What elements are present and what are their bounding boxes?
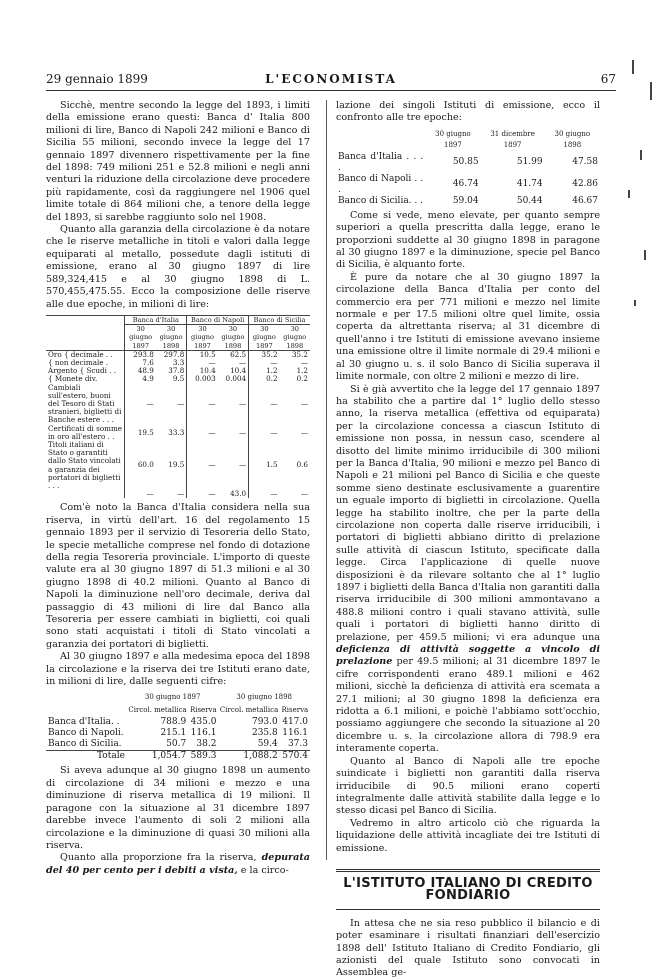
text-run: Quanto alla proporzione fra la riserva, (60, 852, 257, 864)
table-cell: — (300, 398, 308, 408)
table-cell: — (249, 359, 280, 367)
table-cell: 293.8 (125, 350, 156, 359)
row-label: Cambiali sull'estero, buoni del Tesoro di Stati stranieri, biglietti di Banche estere . . . (48, 382, 122, 425)
table-cell: 50.7 (166, 739, 187, 750)
paragraph: È pure da notare che al 30 giugno 1897 la circolazione della Banca d'Italia per conto del commercio era per 771 milioni e mezzo nel limite normale e per 17.5 milioni oltre quel limite, ossia coperta da altrettanta riserva; al 31 dicembre di quell'anno i tre Istituti di emissione avevano insieme una emissione oltre il limite normale di 29.4 milioni e al 30 giugno u. s. il solo Banco di Sicilia superava il limite normale, con oltre 2 milioni e mezzo di lire. (336, 271, 600, 383)
table-cell: 42.86 (572, 179, 598, 190)
heading-rule (336, 869, 600, 872)
table-cell: 116.1 (282, 728, 308, 739)
table-cell: — (238, 398, 247, 408)
table-cell: 589.3 (188, 751, 218, 763)
article-heading-block (336, 869, 600, 910)
table-cell: — (249, 384, 280, 425)
table-cell: 37.8 (168, 366, 185, 376)
table-cell: — (238, 427, 247, 437)
row-label: Certificati di somme in oro all'estero . . (48, 423, 123, 441)
table-cell: — (125, 384, 156, 425)
ratio-table-body (336, 152, 600, 207)
table-col-header: 30 giugno 1897 (435, 129, 471, 149)
table-cell: — (177, 398, 185, 408)
emphasis-text: deficienza di attività soggette a vincolo di prelazione (336, 644, 600, 668)
table-group-header: Banca d'Italia (125, 315, 187, 324)
table-cell: 116.1 (190, 728, 217, 739)
table-cell: 46.74 (452, 179, 479, 190)
row-label: Banco di Sicilia. (48, 739, 122, 750)
table-year-header: 30 giugno 1897 (144, 693, 201, 702)
table-row (46, 384, 310, 425)
table-cell: 235.8 (251, 728, 278, 739)
paragraph: In attesa che ne sia reso pubblico il bilancio e di poter esaminare i risultati finanziari dell'esercizio 1898 dell' Istituto Italiano di Credito Fondiario, gli azionisti del quale Istituto sono convocati in Assemblea ge- (336, 917, 600, 979)
reserve-ratio-table (336, 128, 600, 207)
table-row (46, 717, 310, 728)
table-col-header: Riserva (189, 706, 217, 715)
table-subheader: 30 giugno 1897 (125, 325, 156, 351)
table-cell: 48.9 (125, 367, 156, 375)
reserves-composition-table (46, 315, 310, 498)
paragraph: Quanto alla garanzia della circolazione è da notare che le riserve metalliche in titoli e valori dalla legge equiparati al metallo, possedute dagli istituti di emissione, erano al 30 giugno 1897 di lire 589,324,415 e al 30 giugno 1898 di L. 570,455,475.55. Ecco la composizione delle riserve alle due epoche, in milioni di lire: (46, 224, 310, 310)
paragraph: Vedremo in altro articolo ciò che riguarda la liquidazione delle attività incagliate dei tre Istituti di emissione. (336, 817, 600, 854)
table-cell: — (177, 489, 185, 499)
table-subheader: 30 giugno 1897 (249, 325, 280, 351)
scan-mark (640, 150, 642, 160)
reserves-table-body (46, 350, 310, 498)
paragraph: Si aveva adunque al 30 giugno 1898 un aumento di circolazione di 34 milioni e mezzo e una diminuzione di riserva metallica di 19 milioni. Il paragone con la situazione al 31 dicembre 1897 darebbe invece l'aumento di soli 2 milioni alla circolazione e la diminuzione di quasi 30 milioni alla riserva. (46, 765, 310, 851)
row-label: Banco di Sicilia. . . (338, 195, 423, 206)
paragraph: Quanto al Banco di Napoli alle tre epoche suindicate i biglietti non garantiti dalla riserva irriducibile di 90.5 milioni erano coperti integralmente dalle attività stabilite dalla legge e lo stesso dicasi pel Banco di Sicilia. (336, 755, 600, 817)
paragraph: Com'è noto la Banca d'Italia considera nella sua riserva, in virtù dell'art. 16 del regolamento 15 gennaio 1893 per il servizio di Tesoreria dello Stato, le specie metalliche comprese nel fondo di dotazione della regia Tesoreria provinciale. L'importo di queste valute era al 30 giugno 1897 di 51.3 milioni e al 30 giugno 1898 di 40.2 milioni. Quanto al Banco di Napoli la diminuzione nell'oro decimale, deriva dal passaggio di 43 milioni di lire dal Banco alla Tesoreria per essere cambiati in biglietti, coi quali sono stati acquistati i titoli di Stato vincolati a garanzia dei portatori di biglietti. (46, 502, 310, 650)
header-rule (46, 90, 616, 91)
table-cell: 1,054.7 (127, 751, 188, 763)
table-cell: 50.85 (452, 157, 479, 168)
header-journal-title: L'ECONOMISTA (265, 72, 397, 86)
table-row (46, 490, 310, 498)
table-cell: 10.4 (187, 367, 218, 375)
column-divider (326, 100, 327, 860)
row-label: Banco di Napoli . . . (338, 173, 424, 195)
table-subheader: 30 giugno 1898 (280, 325, 310, 351)
table-cell: 10.5 (187, 350, 218, 359)
table-cell: 19.5 (168, 460, 185, 470)
text-run: e la circo- (240, 864, 289, 876)
heading-rule (336, 909, 600, 910)
table-cell: 435.0 (190, 717, 217, 728)
table-cell: — (300, 357, 308, 367)
table-cell: 33.3 (168, 427, 185, 437)
page (46, 72, 616, 979)
table-cell: 7.6 (125, 359, 156, 367)
circulation-table-body (46, 717, 310, 751)
table-subheader: 30 giugno 1898 (156, 325, 187, 351)
page-header (46, 72, 616, 88)
table-cell: — (249, 490, 280, 498)
table-cell: — (300, 427, 308, 437)
row-label: Oro { decimale . . (48, 349, 113, 359)
table-col-header: Circol. metallica (128, 706, 187, 715)
paragraph: Come si vede, meno elevate, per quanto sempre superiori a quella prescritta dalla legge, erano le proporzioni suddette al 30 giugno 1898 in paragone al 30 giugno 1897 e la diminuzione, specie pel Banco di Sicilia, è alquanto forte. (336, 209, 600, 271)
table-row (46, 375, 310, 383)
table-cell: — (125, 490, 156, 498)
table-cell: 51.99 (516, 157, 543, 168)
row-label: Banca d'Italia. . (48, 717, 120, 728)
table-total-row (46, 751, 310, 763)
table-cell: 1.2 (249, 367, 280, 375)
table-cell: 9.5 (172, 374, 185, 384)
table-cell: 570.4 (280, 751, 310, 763)
table-cell: 4.9 (125, 375, 156, 383)
margin-scan-marks (620, 0, 663, 900)
table-subheader: 30 giugno 1898 (218, 325, 249, 351)
table-col-header: Riserva (281, 706, 309, 715)
table-cell: 43.0 (230, 489, 247, 499)
table-cell: — (187, 490, 218, 498)
table-cell: 297.8 (163, 349, 185, 359)
right-column (336, 100, 600, 980)
table-col-header: Circol. metallica (219, 706, 279, 715)
table-cell: 793.0 (251, 717, 278, 728)
article-heading: L'ISTITUTO ITALIANO DI CREDITO FONDIARIO (343, 875, 593, 904)
table-year-header: 30 giugno 1898 (236, 693, 293, 702)
header-page-number: 67 (600, 72, 616, 86)
table-cell: 46.67 (572, 195, 598, 206)
scan-mark (628, 190, 630, 198)
table-cell: — (187, 441, 218, 490)
table-cell: 3.3 (172, 357, 185, 367)
table-cell: 0.6 (296, 460, 308, 470)
paragraph (46, 852, 310, 877)
paragraph (336, 384, 600, 756)
table-cell: — (238, 357, 247, 367)
row-label: Banco di Napoli. (48, 728, 124, 739)
table-cell: 0.2 (296, 374, 308, 384)
table-cell: 60.0 (125, 441, 156, 490)
table-row (46, 739, 310, 751)
table-cell: 417.0 (282, 717, 308, 728)
table-corner (46, 315, 125, 350)
table-cell: — (249, 425, 280, 441)
paragraph: lazione dei singoli Istituti di emissione, ecco il confronto alle tre epoche: (336, 100, 600, 124)
total-label: Totale (46, 751, 127, 763)
circulation-reserve-table (46, 691, 310, 762)
table-corner (46, 704, 127, 717)
table-row (46, 441, 310, 490)
left-column (46, 100, 310, 877)
table-cell: — (300, 489, 308, 499)
table-cell: 1,088.2 (218, 751, 279, 763)
table-row (336, 152, 600, 174)
scan-mark (644, 250, 646, 260)
table-cell: 1.2 (296, 366, 308, 376)
table-cell: 47.58 (572, 157, 598, 168)
table-row (46, 425, 310, 441)
emphasis-text: depurata del 40 per cento per i debiti a vista, (46, 852, 310, 876)
row-label (46, 490, 125, 498)
row-label: { non decimale . (48, 357, 109, 367)
table-cell: 59.04 (452, 195, 479, 206)
table-cell: 0.003 (187, 375, 218, 383)
text-run: per 49.5 milioni; al 31 dicembre 1897 le cifre corrispondenti erano 489.1 milioni e 462 milioni, sicchè la deficienza di attività era scemata a 27.1 milioni; al 30 giugno 1898 la deficienza era ridotta a 6.1 milioni, e poichè l'abbiamo sott'occhio, possiamo aggiungere che secondo la situazione al 20 dicembre u. s. la circolazione allora di 798.9 era interamente coperta. (336, 656, 600, 755)
table-cell: — (187, 425, 218, 441)
table-cell: 35.2 (291, 349, 308, 359)
table-row (336, 196, 600, 207)
table-group-header: Banco di Sicilia (249, 315, 310, 324)
table-cell: 38.2 (196, 739, 217, 750)
table-corner (336, 128, 425, 152)
table-col-header: 31 dicembre 1897 (490, 129, 535, 149)
table-cell: 37.3 (287, 739, 308, 750)
table-subheader: 30 giugno 1897 (187, 325, 218, 351)
paragraph: Sicchè, mentre secondo la legge del 1893, i limiti della emissione erano questi: Banca d' Italia 800 milioni di lire, Banco di Napoli 242 milioni e Banco di Sicilia 55 milioni, secondo invece la legge del 17 gennaio 1897 divennero rispettivamente per la fine del 1898: 749 milioni 251 e 52.8 milioni e negli anni venturi la riduzione della circolazione deve procedere più rapidamente, così da raggiungere nel 1906 quel limite totale di 864 milioni che, a tenore della legge del 1893, si sarebbe raggiunto solo nel 1908. (46, 100, 310, 223)
table-corner (46, 691, 127, 704)
table-cell: — (187, 384, 218, 425)
table-cell: 0.004 (225, 374, 247, 384)
table-cell: 1.5 (249, 441, 280, 490)
table-cell: — (238, 460, 247, 470)
row-label: Titoli italiani di Stato o garantiti dallo Stato vincolati a garanzia dei portatori di biglietti . . . (48, 439, 121, 490)
table-cell: 0.2 (249, 375, 280, 383)
table-cell: — (187, 359, 218, 367)
table-cell: 10.4 (230, 366, 247, 376)
table-col-header: 30 giugno 1898 (554, 129, 591, 149)
table-cell: 62.5 (230, 349, 247, 359)
table-cell: 788.9 (160, 717, 187, 728)
table-cell: 50.44 (516, 195, 543, 206)
text-run: Si è già avvertito che la legge del 17 gennaio 1897 ha stabilito che a partire dal 1° luglio dello stesso anno, la riserva metallica (effettiva od equiparata) per la circolazione concessa a ciascun Istituto di emissione non possa, in nessun caso, scendere al disotto del limite minimo irriducibile di 300 milioni per la Banca d'Italia, 90 milioni e mezzo pel Banco di Napoli e 21 milioni pel Banco di Sicilia e che queste somme sieno destinate esclusivamente a guarentire un eguale importo di biglietti in circolazione. Quella legge ha stabilito inoltre, che per la parte della circolazione non coperta dalle riserve irriducibili, i portatori di biglietti abbiano diritto di prelazione sulle attività di ciascun Istituto, specificate dalla legge. Circa l'applicazione di quelle nuove disposizioni è da rilevare soltanto che al 1° luglio 1897 i biglietti della Banca d'Italia non garantiti dalla riserva irriducibile di 300 milioni ammontavano a 488.8 milioni contro i quali stavano attività, sulle quali i portatori di biglietti hanno diritto di prelazione, per 459.5 milioni; vi era adunque una (336, 383, 600, 643)
row-label: Argento { Scudi . . (48, 366, 117, 376)
paragraph: Al 30 giugno 1897 e alla medesima epoca del 1898 la circolazione e la riserva dei tre Istituti erano date, in milioni di lire, dalle seguenti cifre: (46, 651, 310, 688)
table-cell: 41.74 (516, 179, 543, 190)
scan-mark (632, 60, 634, 74)
table-row (336, 174, 600, 196)
table-cell: 215.1 (160, 728, 187, 739)
table-cell: 35.2 (249, 350, 280, 359)
table-row (46, 728, 310, 739)
table-group-header: Banco di Napoli (187, 315, 249, 324)
row-label: { Monete div. (48, 374, 98, 384)
row-label: Banca d'Italia . . . . (338, 151, 424, 173)
table-cell: 59.4 (257, 739, 278, 750)
header-date: 29 gennaio 1899 (46, 72, 148, 86)
scan-mark (634, 300, 636, 306)
scan-mark (650, 82, 652, 100)
table-cell: 19.5 (125, 425, 156, 441)
